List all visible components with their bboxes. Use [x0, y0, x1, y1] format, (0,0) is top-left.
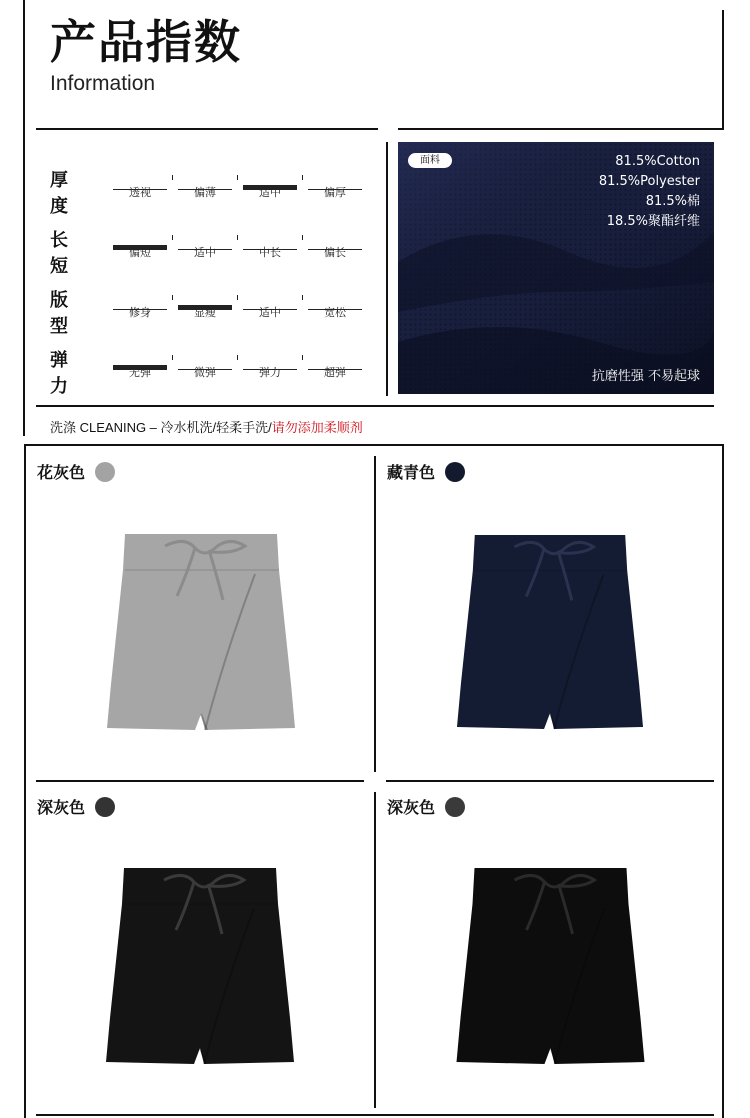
frame-right-line	[722, 10, 724, 130]
color-label	[387, 795, 465, 818]
scale-option-label: 偏薄	[194, 186, 216, 199]
scale-tick	[302, 235, 303, 240]
scale-option-label: 弹力	[259, 366, 281, 379]
scale-option-selected	[178, 294, 232, 318]
attribute-label: 弹力	[50, 350, 74, 397]
attribute-scale	[108, 174, 364, 198]
color-swatch	[445, 462, 465, 482]
page-subtitle: Information	[50, 72, 156, 95]
scale-tick	[302, 175, 303, 180]
grid-divider-vertical-bottom	[374, 792, 376, 1108]
fabric-panel	[398, 142, 714, 394]
attribute-scale	[108, 354, 364, 378]
color-swatch	[95, 797, 115, 817]
attribute-label: 版型	[50, 290, 74, 337]
header-divider-left	[36, 128, 378, 130]
scale-tick	[237, 175, 238, 180]
scale-option	[243, 234, 297, 258]
frame-right-line-lower	[722, 446, 724, 1118]
composition-line: 81.5%Cotton	[615, 154, 700, 169]
composition-line: 81.5%棉	[645, 194, 700, 209]
skirt-image	[105, 534, 297, 730]
scale-option	[243, 354, 297, 378]
page-title: 产品指数	[50, 15, 242, 69]
skirt-image	[453, 868, 648, 1064]
scale-option-label: 适中	[259, 306, 281, 319]
scale-tick	[237, 355, 238, 360]
scale-tick	[302, 295, 303, 300]
scale-option-label: 超弹	[324, 366, 346, 379]
scale-option-label: 修身	[129, 306, 151, 319]
scale-option-selected	[113, 354, 167, 378]
color-label	[37, 460, 115, 483]
composition-line: 18.5%聚酯纤维	[606, 214, 700, 229]
color-name: 深灰色	[387, 798, 436, 817]
scale-tick	[237, 295, 238, 300]
scale-tick	[302, 355, 303, 360]
color-swatch	[445, 797, 465, 817]
care-text: 洗涤 CLEANING – 冷水机洗/轻柔手洗/	[50, 420, 272, 435]
care-bottom-divider	[24, 444, 724, 446]
scale-option-label: 偏厚	[324, 186, 346, 199]
scale-option-label: 透视	[129, 186, 151, 199]
color-swatch	[95, 462, 115, 482]
attribute-label: 厚度	[50, 170, 74, 217]
scale-option	[178, 234, 232, 258]
attribute-scale	[108, 294, 364, 318]
scale-option-label: 无弹	[129, 366, 151, 379]
scale-tick	[237, 235, 238, 240]
fabric-feature: 抗磨性强 不易起球	[591, 369, 700, 384]
skirt-image	[104, 868, 296, 1064]
scale-option	[178, 354, 232, 378]
frame-left-line-lower	[24, 446, 26, 1118]
grid-divider-vertical-top	[374, 456, 376, 772]
scale-option-label: 适中	[259, 186, 281, 199]
color-name: 藏青色	[387, 463, 436, 482]
scale-option	[308, 174, 362, 198]
scale-option	[113, 294, 167, 318]
section-divider-vertical	[386, 142, 388, 396]
attribute-label: 长短	[50, 230, 74, 277]
scale-option	[308, 294, 362, 318]
care-instructions	[50, 417, 363, 436]
scale-option-label: 微弹	[194, 366, 216, 379]
scale-option-label: 宽松	[324, 306, 346, 319]
header-divider-right	[398, 128, 724, 130]
care-warning: 请勿添加柔顺剂	[271, 420, 363, 435]
fabric-badge: 面料	[408, 153, 452, 168]
scale-option-label: 偏长	[324, 246, 346, 259]
scale-option-label: 中长	[259, 246, 281, 259]
attribute-scale	[108, 234, 364, 258]
bottom-divider	[36, 1114, 714, 1116]
scale-tick	[172, 355, 173, 360]
scale-option-label: 显瘦	[194, 306, 216, 319]
scale-option-selected	[113, 234, 167, 258]
scale-option	[308, 354, 362, 378]
fabric-composition	[599, 152, 700, 232]
scale-option	[113, 174, 167, 198]
frame-left-line	[23, 0, 25, 436]
scale-option-label: 偏短	[129, 246, 151, 259]
scale-tick	[172, 295, 173, 300]
care-top-divider	[36, 405, 714, 407]
color-label	[387, 460, 465, 483]
color-label	[37, 795, 115, 818]
color-name: 花灰色	[37, 463, 86, 482]
scale-tick	[172, 175, 173, 180]
composition-line: 81.5%Polyester	[598, 174, 700, 189]
scale-option-label: 适中	[194, 246, 216, 259]
scale-option	[308, 234, 362, 258]
scale-tick	[172, 235, 173, 240]
grid-divider-left	[36, 780, 364, 782]
skirt-image	[455, 534, 645, 730]
color-name: 深灰色	[37, 798, 86, 817]
scale-option	[178, 174, 232, 198]
grid-divider-right	[386, 780, 714, 782]
scale-option-selected	[243, 174, 297, 198]
scale-option	[243, 294, 297, 318]
